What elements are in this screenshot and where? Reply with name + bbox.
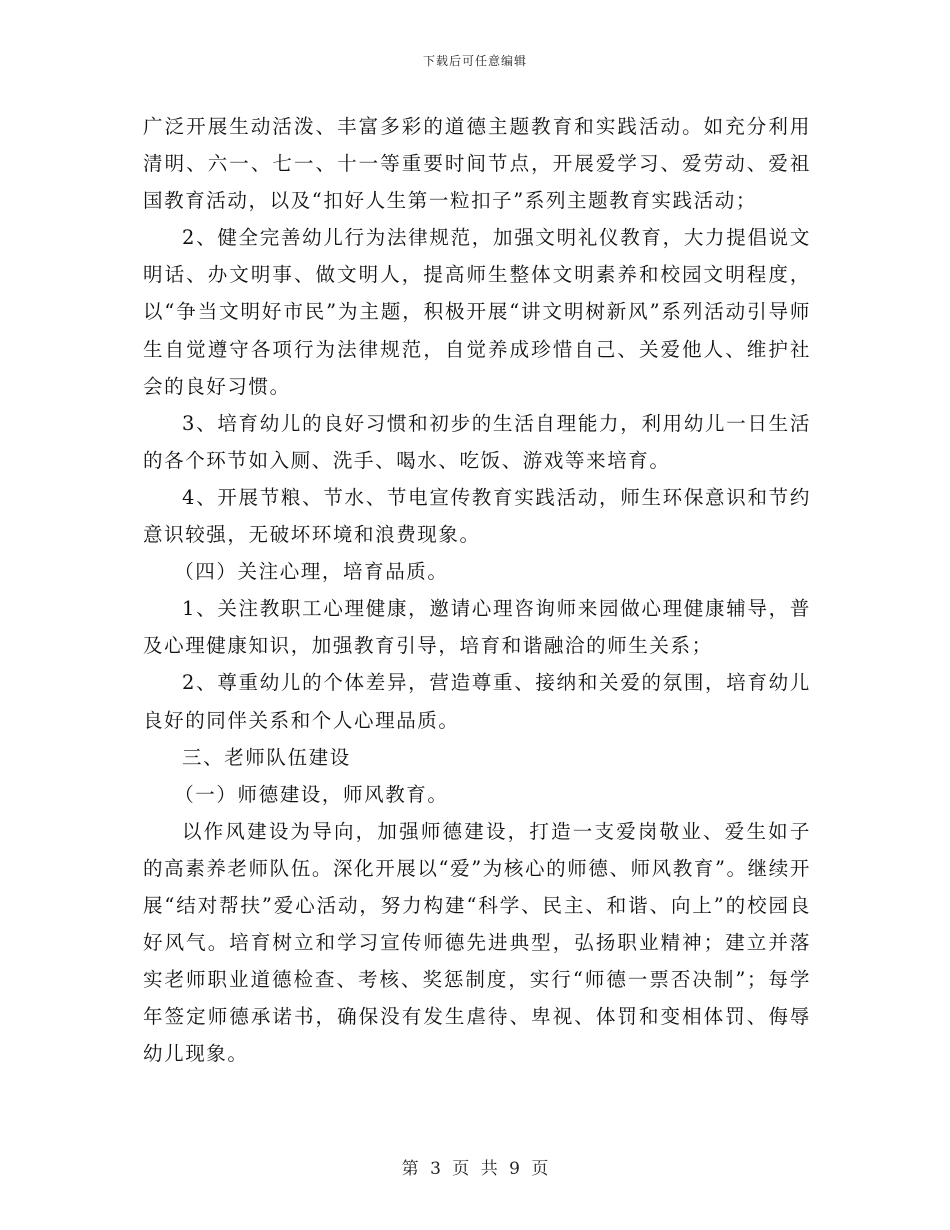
page-label-mid-b: 共: [480, 1159, 498, 1179]
paragraph-6: 2、尊重幼儿的个体差异，营造尊重、接纳和关爱的氛围，培育幼儿良好的同伴关系和个人心理品质。: [143, 671, 811, 732]
page-total: 9: [509, 1159, 520, 1179]
document-body: [143, 108, 811, 1072]
paragraph-7: 以作风建设为导向，加强师德建设，打造一支爱岗敬业、爱生如子的高素养老师队伍。深化开展以“爱”为核心的师德、师风教育”。继续开展“结对帮扶”爱心活动，努力构建“科学、民主、和谐、向上”的校园良好风气。培育树立和学习宣传师德先进典型，弘扬职业精神；建立并落实老师职业道德检查、考核、奖惩制度，实行“师德一票否决制”；每学年签定师德承诺书，确保没有发生虐待、卑视、体罚和变相体罚、侮辱幼儿现象。: [143, 819, 811, 1066]
section-heading-4: （四）关注心理，培育品质。: [174, 560, 449, 584]
page-label-mid-a: 页: [452, 1159, 470, 1179]
paragraph-2: 2、健全完善幼儿行为法律规范，加强文明礼仪教育，大力提倡说文明话、办文明事、做文明人，提高师生整体文明素养和校园文明程度，以“争当文明好市民”为主题，积极开展“讲文明树新风”系列活动引导师生自觉遵守各项行为法律规范，自觉养成珍惜自己、关爱他人、维护社会的良好习惯。: [143, 226, 811, 398]
paragraph-1: 广泛开展生动活泼、丰富多彩的道德主题教育和实践活动。如充分利用清明、六一、七一、十一等重要时间节点，开展爱学习、爱劳动、爱祖国教育活动，以及“扣好人生第一粒扣子”系列主题教育实践活动；: [143, 115, 811, 213]
page-header: 下载后可任意编辑: [422, 54, 527, 68]
page-label-suffix: 页: [531, 1159, 549, 1179]
page-current: 3: [430, 1159, 441, 1179]
paragraph-5: 1、关注教职工心理健康，邀请心理咨询师来园做心理健康辅导，普及心理健康知识，加强教育引导，培育和谐融洽的师生关系；: [143, 597, 811, 658]
chapter-heading-3: 三、老师队伍建设: [182, 745, 351, 769]
page-footer: [0, 1154, 950, 1179]
page-label-prefix: 第: [401, 1159, 419, 1179]
section-heading-1: （一）师德建设，师风教育。: [174, 782, 449, 806]
paragraph-3: 3、培育幼儿的良好习惯和初步的生活自理能力，利用幼儿一日生活的各个环节如入厕、洗手、喝水、吃饭、游戏等来培育。: [143, 411, 811, 472]
paragraph-4: 4、开展节粮、节水、节电宣传教育实践活动，师生环保意识和节约意识较强，无破坏环境和浪费现象。: [143, 485, 811, 547]
